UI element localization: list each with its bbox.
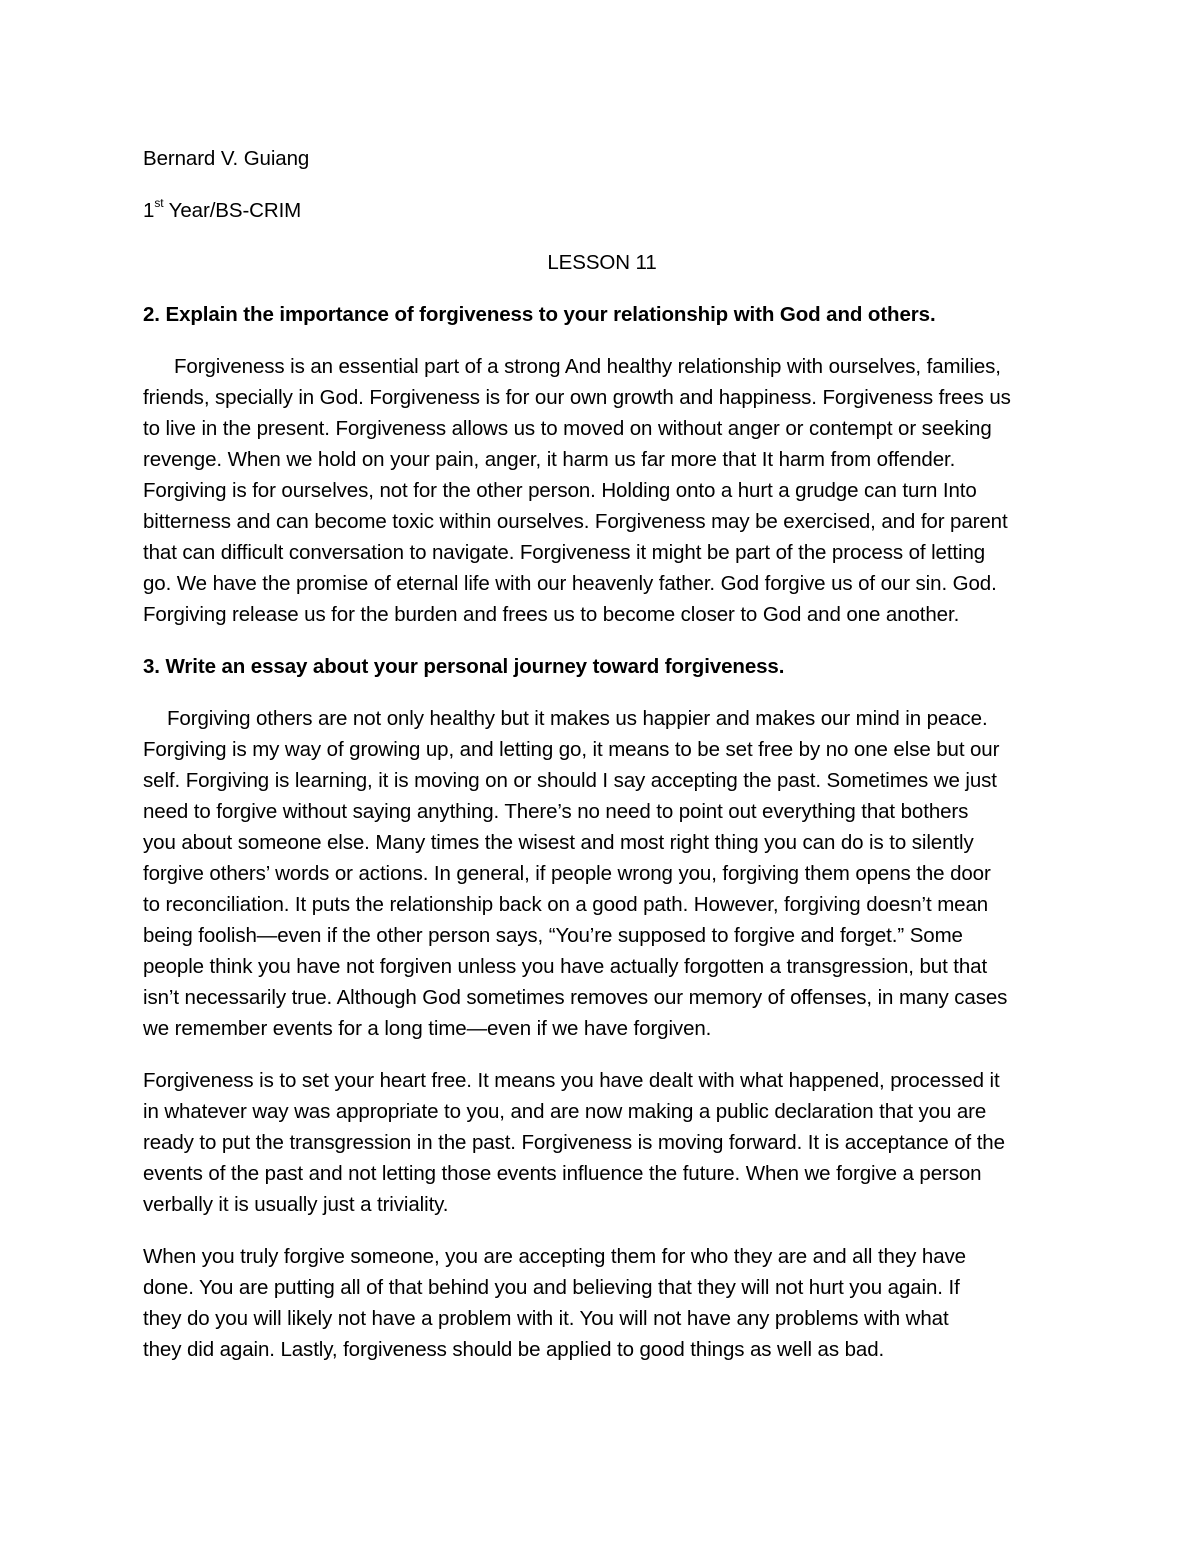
student-name: Bernard V. Guiang [143, 147, 310, 170]
answer-2-line: revenge. When we hold on your pain, anger, it harm us far more that It harm from offender. [143, 448, 956, 471]
answer-3-line: forgive others’ words or actions. In general, if people wrong you, forgiving them opens the door [143, 862, 991, 885]
answer-3-line: When you truly forgive someone, you are accepting them for who they are and all they have [143, 1245, 966, 1268]
answer-2-line: Forgiveness is an essential part of a strong And healthy relationship with ourselves, families, [174, 355, 1001, 378]
answer-3-line: Forgiving is my way of growing up, and letting go, it means to be set free by no one else but our [143, 738, 1000, 761]
answer-3-line: done. You are putting all of that behind you and believing that they will not hurt you again. If [143, 1276, 960, 1299]
answer-3-line: self. Forgiving is learning, it is moving on or should I say accepting the past. Sometimes we just [143, 769, 997, 792]
answer-3-line: verbally it is usually just a triviality. [143, 1193, 449, 1216]
answer-3-line: events of the past and not letting those events influence the future. When we forgive a person [143, 1162, 982, 1185]
answer-3-line: we remember events for a long time—even if we have forgiven. [143, 1017, 712, 1040]
answer-3-line: you about someone else. Many times the wisest and most right thing you can do is to silently [143, 831, 974, 854]
answer-3-line: ready to put the transgression in the past. Forgiveness is moving forward. It is acceptance of the [143, 1131, 1005, 1154]
year-course [143, 195, 1061, 226]
answer-2-line: that can difficult conversation to navigate. Forgiveness it might be part of the process of letting [143, 541, 986, 564]
answer-3-paragraph-1 [143, 703, 1061, 1044]
answer-3-line: they did again. Lastly, forgiveness should be applied to good things as well as bad. [143, 1338, 885, 1361]
answer-3-line: Forgiveness is to set your heart free. It means you have dealt with what happened, processed it [143, 1069, 1000, 1092]
answer-2-line: friends, specially in God. Forgiveness is for our own growth and happiness. Forgiveness frees us [143, 386, 1011, 409]
answer-2-paragraph [143, 351, 1061, 630]
answer-2-line: to live in the present. Forgiveness allows us to moved on without anger or contempt or seeking [143, 417, 992, 440]
question-2: 2. Explain the importance of forgiveness to your relationship with God and others. [143, 303, 936, 326]
answer-3-line: people think you have not forgiven unless you have actually forgotten a transgression, but that [143, 955, 988, 978]
lesson-title: LESSON 11 [547, 251, 657, 274]
year-number: 1 [143, 199, 155, 222]
answer-2-line: Forgiving is for ourselves, not for the other person. Holding onto a hurt a grudge can turn Into [143, 479, 977, 502]
answer-3-line: in whatever way was appropriate to you, and are now making a public declaration that you are [143, 1100, 987, 1123]
answer-2-line: bitterness and can become toxic within ourselves. Forgiveness may be exercised, and for parent [143, 510, 1008, 533]
answer-3-paragraph-3 [143, 1241, 1061, 1365]
answer-3-line: to reconciliation. It puts the relationship back on a good path. However, forgiving doesn’t mean [143, 893, 989, 916]
answer-3-paragraph-2 [143, 1065, 1061, 1220]
answer-3-line: they do you will likely not have a problem with it. You will not have any problems with what [143, 1307, 949, 1330]
question-3: 3. Write an essay about your personal journey toward forgiveness. [143, 655, 785, 678]
answer-3-line: being foolish—even if the other person says, “You’re supposed to forgive and forget.” Some [143, 924, 963, 947]
document-body [143, 143, 1061, 1365]
year-ordinal-suffix: st [154, 196, 164, 211]
answer-3-line: isn’t necessarily true. Although God sometimes removes our memory of offenses, in many cases [143, 986, 1008, 1009]
answer-2-line: Forgiving release us for the burden and frees us to become closer to God and one another. [143, 603, 960, 626]
answer-3-line: Forgiving others are not only healthy but it makes us happier and makes our mind in peace. [167, 707, 988, 730]
answer-2-line: go. We have the promise of eternal life with our heavenly father. God forgive us of our sin. God. [143, 572, 997, 595]
answer-3-line: need to forgive without saying anything. There’s no need to point out everything that bothers [143, 800, 969, 823]
year-course-text: Year/BS-CRIM [163, 199, 302, 222]
